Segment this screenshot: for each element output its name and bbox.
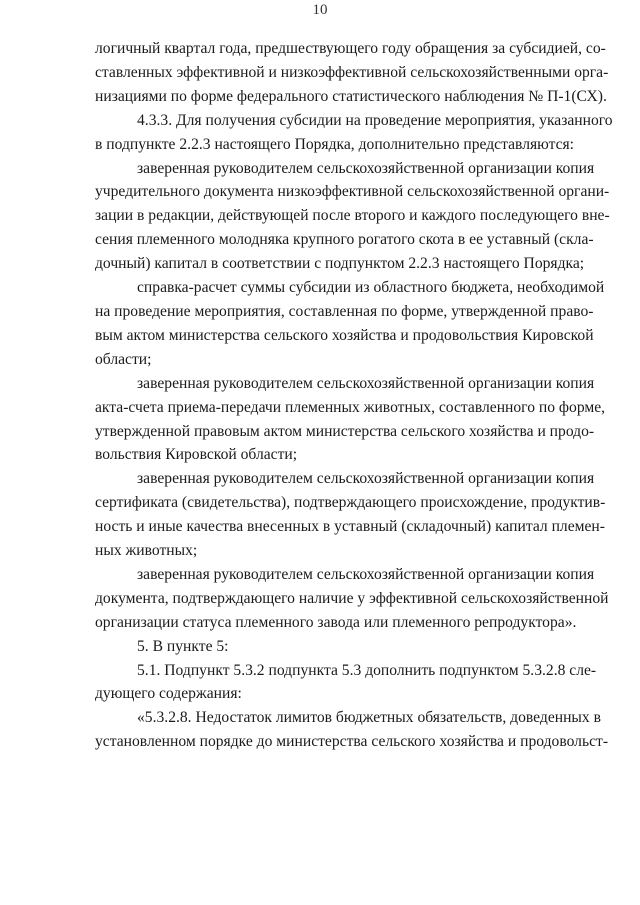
text-line: 5. В пункте 5: [137, 637, 229, 655]
text-line: документа, подтверждающего наличие у эффективной сельскохозяйственной [95, 589, 609, 607]
text-line: зации в редакции, действующей после второго и каждого последующего вне- [95, 207, 610, 225]
text-line: акта-счета приема-передачи племенных животных, составленного по форме, [95, 398, 606, 416]
text-line: 5.1. Подпункт 5.3.2 подпункта 5.3 дополнить подпунктом 5.3.2.8 сле- [137, 661, 597, 679]
text-line: дующего содержания: [95, 685, 242, 703]
paragraph [95, 659, 597, 707]
text-line: логичный квартал года, предшествующего году обращения за субсидией, со- [95, 40, 606, 57]
text-line: «5.3.2.8. Недостаток лимитов бюджетных обязательств, доведенных в [137, 709, 601, 727]
paragraph [95, 276, 605, 372]
text-line: ных животных; [95, 542, 198, 560]
paragraph [95, 109, 613, 157]
paragraph [95, 467, 606, 563]
text-line: на проведение мероприятия, составленная по форме, утвержденной право- [95, 302, 594, 320]
text-line: установленном порядке до министерства сельского хозяйства и продовольст- [95, 733, 609, 751]
text-line: сертификата (свидетельства), подтверждающего происхождение, продуктив- [95, 494, 606, 512]
text-line: ставленных эффективной и низкоэффективной сельскохозяйственными орга- [95, 63, 609, 81]
text-line: ность и иные качества внесенных в уставный (складочный) капитал племен- [95, 518, 605, 536]
paragraph [95, 635, 590, 659]
text-line: 4.3.3. Для получения субсидии на проведение мероприятия, указанного [137, 111, 613, 129]
text-line: вольствия Кировской области; [95, 446, 298, 464]
text-line: низациями по форме федерального статистического наблюдения № П-1(СХ). [95, 87, 607, 105]
text-line: организации статуса племенного завода или племенного репродуктора». [95, 613, 577, 631]
text-line: в подпункте 2.2.3 настоящего Порядка, дополнительно представляются: [95, 135, 575, 153]
text-line: заверенная руководителем сельскохозяйственной организации копия [137, 159, 595, 177]
text-line: области; [95, 350, 152, 368]
text-line: заверенная руководителем сельскохозяйственной организации копия [137, 470, 595, 488]
text-line: заверенная руководителем сельскохозяйственной организации копия [137, 565, 595, 583]
text-line: утвержденной правовым актом министерства сельского хозяйства и продо- [95, 422, 595, 440]
text-line: справка-расчет суммы субсидии из областного бюджета, необходимой [137, 279, 605, 297]
paragraph [95, 563, 609, 635]
document-body [95, 37, 613, 754]
text-line: заверенная руководителем сельскохозяйственной организации копия [137, 374, 595, 392]
paragraph [95, 37, 609, 109]
text-line: учредительного документа низкоэффективной сельскохозяйственной органи- [95, 183, 610, 201]
page-number: 10 [312, 2, 328, 18]
text-line: сения племенного молодняка крупного рогатого скота в ее уставный (скла- [95, 231, 594, 249]
paragraph [95, 706, 609, 754]
paragraph [95, 157, 610, 277]
text-line: дочный) капитал в соответствии с подпунктом 2.2.3 настоящего Порядка; [95, 255, 585, 273]
text-line: вым актом министерства сельского хозяйства и продовольствия Кировской [95, 326, 594, 344]
paragraph [95, 372, 606, 468]
